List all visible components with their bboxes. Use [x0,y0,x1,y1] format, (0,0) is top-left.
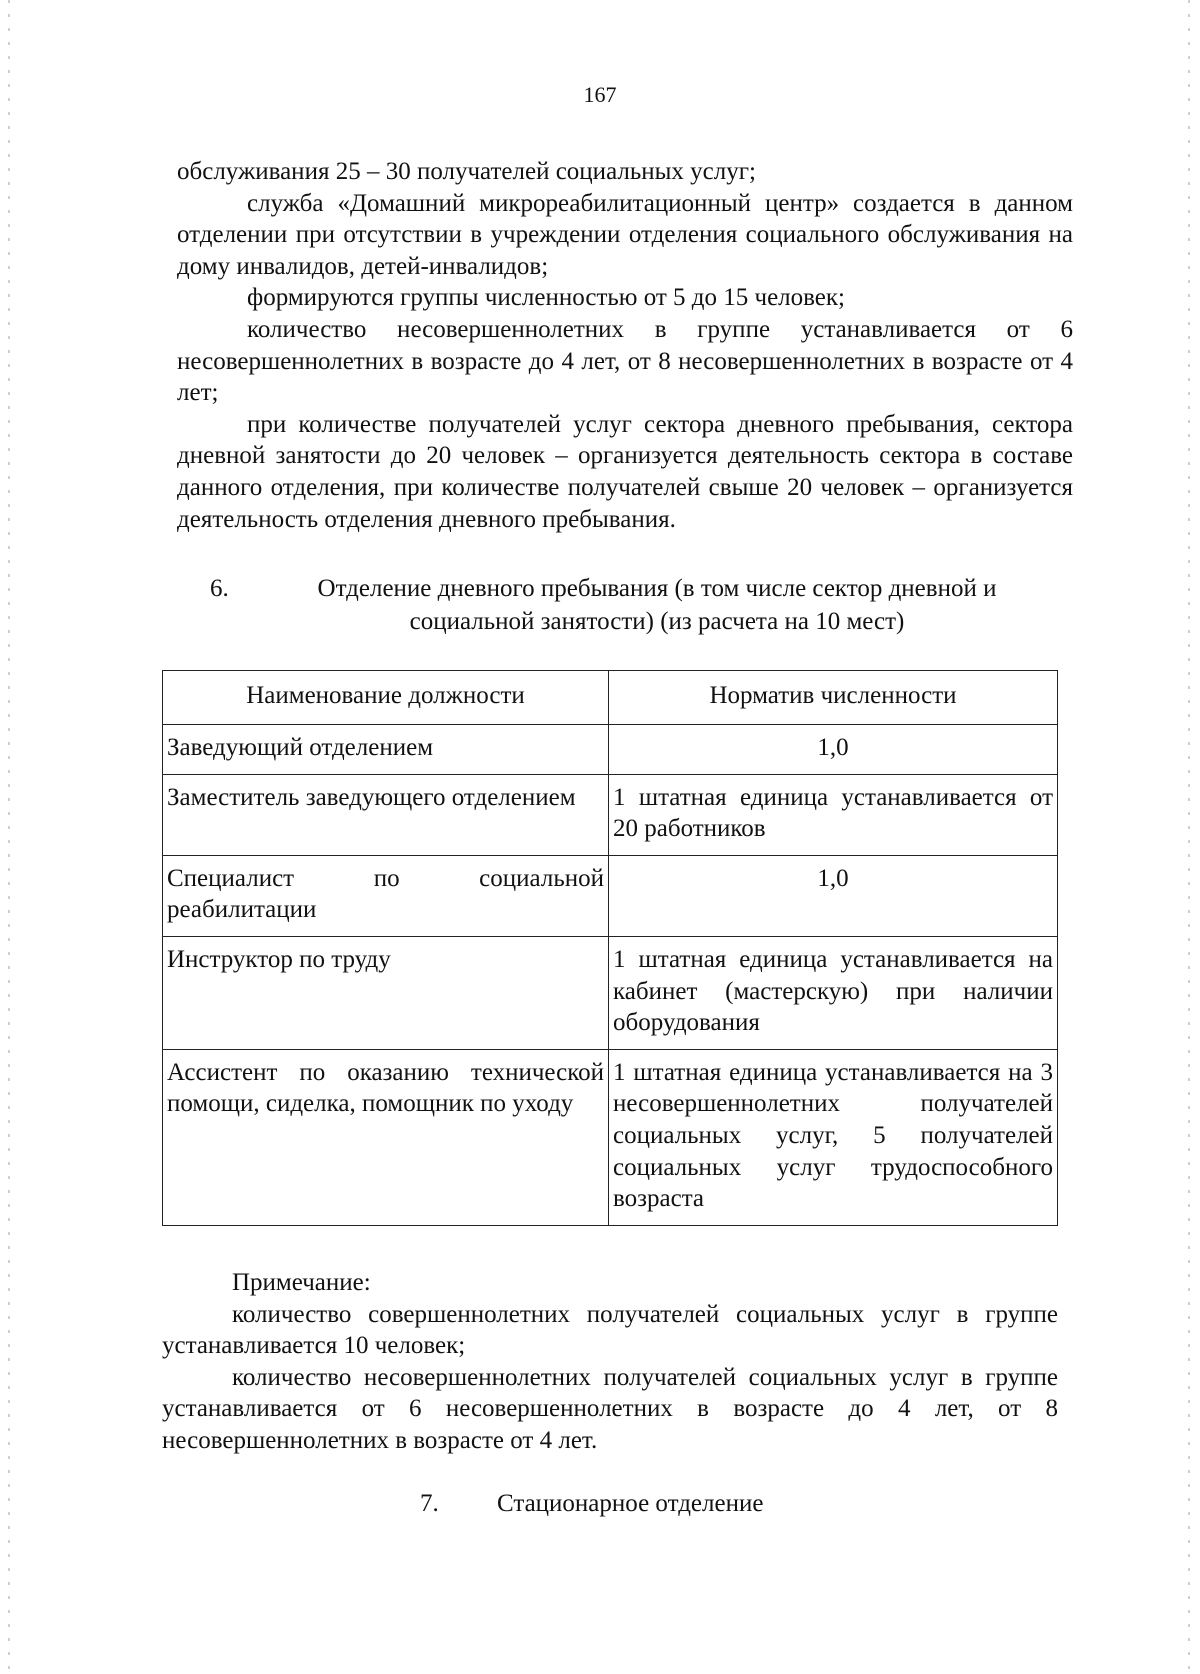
notes-block [162,1267,1058,1457]
note-item: количество несовершеннолетних получателей социальных услуг в группе устанавливается от 6 несовершеннолетних в возрасте до 4 лет, от 8 несовершеннолетних в возрасте от 4 лет. [162,1363,1058,1454]
column-header-position: Наименование должности [163,671,609,725]
column-header-norm: Норматив численности [609,671,1058,725]
norm-cell: 1,0 [609,855,1058,936]
top-text-block [177,156,1073,535]
table-row [163,774,1058,855]
page-number: 167 [583,82,617,107]
norm-cell: 1 штатная единица устанавливается на кабинет (мастерскую) при наличии оборудования [609,936,1058,1049]
note-item: количество совершеннолетних получателей социальных услуг в группе устанавливается 10 человек; [162,1300,1058,1360]
paragraph: формируются группы численностью от 5 до 15 человек; [247,284,845,312]
scan-edge-right [1188,0,1190,1674]
position-cell: Заведующий отделением [163,725,609,775]
section-7-title: Стационарное отделение [497,1490,764,1517]
position-cell: Заместитель заведующего отделением [163,774,609,855]
table-row [163,725,1058,775]
notes-title: Примечание: [232,1269,371,1296]
scan-edge-left [8,0,10,1674]
paragraph: количество несовершеннолетних в группе устанавливается от 6 несовершеннолетних в возрасте до 4 лет, от 8 несовершеннолетних в возрасте от 4 лет; [177,315,1073,407]
position-cell: Специалист по социальной реабилитации [163,855,609,936]
norm-cell: 1 штатная единица устанавливается на 3 несовершеннолетних получателей социальных услуг, 5 получателей социальных услуг трудоспособного возраста [609,1049,1058,1225]
norm-cell: 1,0 [609,725,1058,775]
table-row [163,1049,1058,1225]
section-6-title: Отделение дневного пребывания (в том числе сектор дневной и социальной занятости) (из расчета на 10 мест) [317,575,997,635]
table-row [163,855,1058,936]
staffing-table [162,670,1058,1226]
table-row [163,936,1058,1049]
position-cell: Инструктор по труду [163,936,609,1049]
section-6-number: 6. [210,575,229,602]
paragraph: обслуживания 25 – 30 получателей социальных услуг; [177,158,756,185]
section-7-number: 7. [420,1490,439,1517]
paragraph: служба «Домашний микрореабилитационный центр» создается в данном отделении при отсутствии в учреждении отделения социального обслуживания на дому инвалидов, детей-инвалидов; [177,189,1073,280]
paragraph: при количестве получателей услуг сектора дневного пребывания, сектора дневной занятости до 20 человек – организуется деятельность сектора в составе данного отделения, при количестве получателей свыше 20 человек – организуется деятельность отделения дневного пребывания. [177,410,1073,533]
position-cell: Ассистент по оказанию технической помощи, сиделка, помощник по уходу [163,1049,609,1225]
norm-cell: 1 штатная единица устанавливается от 20 работников [609,774,1058,855]
table-header-row [163,671,1058,725]
